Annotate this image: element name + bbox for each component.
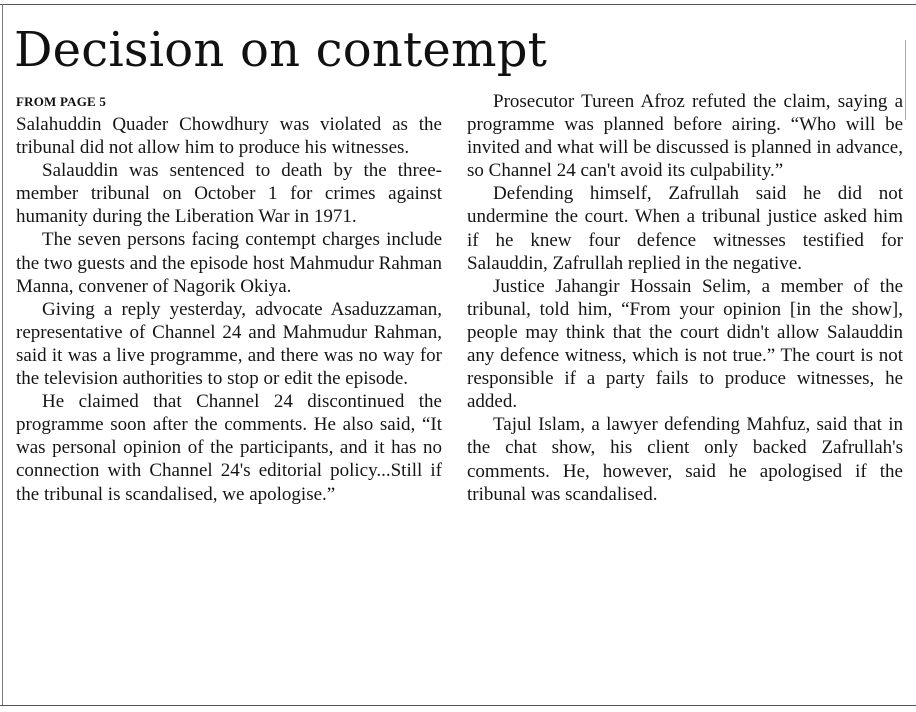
margin-mark (905, 40, 914, 120)
paragraph: Salahuddin Quader Chowdhury was violated as the tribunal did not allow him to produce his witnesses. (16, 114, 442, 159)
article-column-left (16, 113, 442, 506)
left-rule (2, 4, 3, 705)
paragraph: Defending himself, Zafrullah said he did not undermine the court. When a tribunal justice asked him if he knew four defence witnesses testified for Salauddin, Zafrullah replied in the negative. (467, 183, 903, 274)
paragraph: The seven persons facing contempt charges include the two guests and the episode host Mahmudur Rahman Manna, convener of Nagorik Okiya. (16, 229, 442, 297)
paragraph: He claimed that Channel 24 discontinued the programme soon after the comments. He also said, “It was personal opinion of the participants, and it has no connection with Channel 24's editorial policy...Still if the tribunal is scandalised, we apologise.” (16, 391, 442, 505)
paragraph: Prosecutor Tureen Afroz refuted the claim, saying a programme was planned before airing. “Who will be invited and what will be discussed is planned in advance, so Channel 24 can't avoid its culpability.” (467, 91, 903, 182)
paragraph: Salauddin was sentenced to death by the three-member tribunal on October 1 for crimes against humanity during the Liberation War in 1971. (16, 160, 442, 228)
top-rule (0, 4, 916, 5)
article-column-right (467, 90, 903, 506)
bottom-rule (0, 705, 916, 706)
paragraph: Giving a reply yesterday, advocate Asaduzzaman, representative of Channel 24 and Mahmudur Rahman, said it was a live programme, and there was no way for the television authorities to stop or edit the episode. (16, 298, 442, 390)
paragraph: Justice Jahangir Hossain Selim, a member of the tribunal, told him, “From your opinion [in the show], people may think that the court didn't allow Salauddin any defence witness, which is not true.” The court is not responsible if a party fails to produce witnesses, he added. (467, 275, 903, 413)
continued-from-label: FROM PAGE 5 (16, 94, 107, 109)
headline: Decision on contempt (14, 22, 548, 78)
paragraph: Tajul Islam, a lawyer defending Mahfuz, said that in the chat show, his client only backed Zafrullah's comments. He, however, said he apologised if the tribunal was scandalised. (467, 414, 903, 505)
